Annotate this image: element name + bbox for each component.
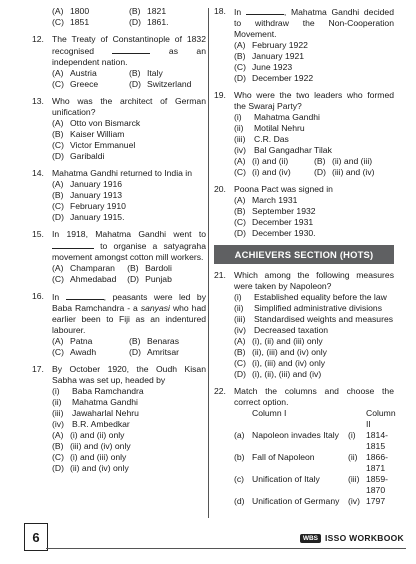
statement: (iii) C.R. Das <box>234 134 289 144</box>
statement: (iii) Standardised weights and measures <box>234 314 394 324</box>
answer-blank <box>246 6 284 15</box>
footer-rule <box>46 548 406 549</box>
option[interactable]: (B) January 1913 <box>52 190 123 200</box>
option[interactable]: (B) (ii) and (iii) <box>314 156 373 166</box>
answer-blank <box>52 240 94 249</box>
statement: (iv) Bal Gangadhar Tilak <box>234 145 332 155</box>
question-22: 22. Match the columns and choose the correct option. Column I Column II (a) Napoleon invades Italy (i) 1814-1815 (b) Fall of Napoleon (ii) 1866-1871 (c) Unification of Italy (iii) 1859-1870 (d) Unification of Germany (iv) 1797 <box>214 386 396 506</box>
option[interactable]: (B) Italy <box>129 68 163 78</box>
statement: (iii) Jawaharlal Nehru <box>52 408 139 418</box>
brand <box>300 533 404 543</box>
question-12: 12. The Treaty of Constantinople of 1832 recognised as an independent nation. (A) Austria (B) Italy (C) Greece (D) Switzerland <box>32 34 206 89</box>
option[interactable]: (C) 1851 <box>52 17 90 27</box>
match-row: (d) Unification of Germany (iv) 1797 <box>234 496 386 506</box>
option[interactable]: (D) January 1915. <box>52 212 125 222</box>
option[interactable]: (A) March 1931 <box>234 195 298 205</box>
option[interactable]: (C) Victor Emmanuel <box>52 140 136 150</box>
option[interactable]: (D) (ii) and (iv) only <box>52 463 129 473</box>
option[interactable]: (B) Bardoli <box>127 263 172 273</box>
question-15: 15. In 1918, Mahatma Gandhi went to to organise a satyagraha movement amongst cotton mill workers. (A) Champaran (B) Bardoli (C) Ahmedabad (D) Punjab <box>32 229 206 284</box>
question-13: 13. Who was the architect of German unification? (A) Otto von Bismarck (B) Kaiser William (C) Victor Emmanuel (D) Garibaldi <box>32 96 206 161</box>
question-17: 17. By October 1920, the Oudh Kisan Sabha was set up, headed by (i) Baba Ramchandra (ii) Mahatma Gandhi (iii) Jawaharlal Nehru (iv) B.R. Ambedkar (A) (i) and (ii) only (B) (iii) and (iv) only (C) (i) and (iii) only (D) (ii) and (iv) only <box>32 364 206 473</box>
option[interactable]: (D) Switzerland <box>129 79 192 89</box>
statement: (iv) Decreased taxation <box>234 325 329 335</box>
option[interactable]: (D) Punjab <box>127 274 172 284</box>
question-text: Match the columns and choose the correct option. <box>234 386 394 407</box>
page-number: 6 <box>24 523 48 551</box>
statement: (i) Established equality before the law <box>234 292 387 302</box>
option[interactable]: (C) (i), (iii) and (iv) only <box>234 358 326 368</box>
option[interactable]: (D) Amritsar <box>129 347 179 357</box>
option[interactable]: (D) December 1922 <box>234 73 314 83</box>
statement: (iv) B.R. Ambedkar <box>52 419 130 429</box>
question-19: 19. Who were the two leaders who formed the Swaraj Party? (i) Mahatma Gandhi (ii) Motilal Nehru (iii) C.R. Das (iv) Bal Gangadhar Tilak (A) (i) and (ii) (B) (ii) and (iii) (C) (i) and (iv) (D) (iii) and (iv) <box>214 90 394 177</box>
option[interactable]: (D) Garibaldi <box>52 151 105 161</box>
option[interactable]: (B) January 1921 <box>234 51 305 61</box>
question-text: In , peasants were led by Baba Ramchandra - a sanyasi who had earlier been to Fiji as an indentured labourer. <box>52 292 207 335</box>
left-column <box>32 6 206 480</box>
question-16: 16. In , peasants were led by Baba Ramchandra - a sanyasi who had earlier been to Fiji as an indentured labourer. (A) Patna (B) Benaras (C) Awadh (D) Amritsar <box>32 291 207 357</box>
option[interactable]: (C) Greece <box>52 79 99 89</box>
option[interactable]: (D) 1861. <box>129 17 169 27</box>
question-text: Mahatma Gandhi returned to India in <box>52 168 192 178</box>
question-text: Who was the architect of German unification? <box>52 96 206 117</box>
question-text: Who were the two leaders who formed the Swaraj Party? <box>234 90 394 111</box>
option[interactable]: (B) (ii), (iii) and (iv) only <box>234 347 327 357</box>
question-text: The Treaty of Constantinople of 1832 recognised as an independent nation. <box>52 34 206 67</box>
brand-title: ISSO WORKBOOK <box>325 533 404 543</box>
option[interactable]: (C) June 1923 <box>234 62 293 72</box>
option[interactable]: (C) February 1910 <box>52 201 126 211</box>
question-text: Poona Pact was signed in <box>234 184 333 194</box>
right-column <box>214 6 394 513</box>
question-20: 20. Poona Pact was signed in (A) March 1931 (B) September 1932 (C) December 1931 (D) December 1930. <box>214 184 394 239</box>
option[interactable]: (B) September 1932 <box>234 206 316 216</box>
match-row: (c) Unification of Italy (iii) 1859-1870 <box>234 474 388 495</box>
option[interactable]: (B) (iii) and (iv) only <box>52 441 131 451</box>
statement: (i) Mahatma Gandhi <box>234 112 320 122</box>
section-heading: ACHIEVERS SECTION (HOTS) <box>214 245 394 264</box>
option[interactable]: (D) December 1930. <box>234 228 316 238</box>
statement: (ii) Simplified administrative divisions <box>234 303 382 313</box>
answer-blank <box>112 45 150 54</box>
answer-blank <box>66 291 104 300</box>
match-row: (b) Fall of Napoleon (ii) 1866-1871 <box>234 452 388 473</box>
question-21: 21. Which among the following measures were taken by Napoleon? (i) Established equality before the law (ii) Simplified administrative divisions (iii) Standardised weights and measures (iv) Decreased taxation (A) (i), (ii) and (iii) only (B) (ii), (iii) and (iv) only (C) (i), (iii) and (iv) only (D) (i), (ii), (iii) and (iv) <box>214 270 394 379</box>
page-footer <box>0 519 416 553</box>
question-text: In , Mahatma Gandhi decided to withdraw the Non-Cooperation Movement. <box>234 7 394 39</box>
option[interactable]: (C) December 1931 <box>234 217 314 227</box>
option[interactable]: (D) (i), (ii), (iii) and (iv) <box>234 369 322 379</box>
match-header: Column I Column II <box>252 408 396 429</box>
question-text: Which among the following measures were taken by Napoleon? <box>234 270 394 291</box>
question-18: 18. In , Mahatma Gandhi decided to withdraw the Non-Cooperation Movement. (A) February 1922 (B) January 1921 (C) June 1923 (D) December 1922 <box>214 6 394 83</box>
brand-logo-icon: WBS <box>300 534 321 543</box>
option[interactable]: (A) (i), (ii) and (iii) only <box>234 336 323 346</box>
column-divider <box>208 8 209 518</box>
option[interactable]: (A) Austria <box>52 68 97 78</box>
option[interactable]: (A) 1800 <box>52 6 90 16</box>
option[interactable]: (C) (i) and (iv) <box>234 167 291 177</box>
option[interactable]: (B) Benaras <box>129 336 180 346</box>
question-11-options <box>32 6 206 28</box>
statement: (ii) Motilal Nehru <box>234 123 305 133</box>
option[interactable]: (A) January 1916 <box>52 179 123 189</box>
question-14: 14. Mahatma Gandhi returned to India in (A) January 1916 (B) January 1913 (C) February 1910 (D) January 1915. <box>32 168 206 223</box>
option[interactable]: (C) (i) and (iii) only <box>52 452 127 462</box>
option[interactable]: (B) 1821 <box>129 6 167 16</box>
match-row: (a) Napoleon invades Italy (i) 1814-1815 <box>234 430 388 451</box>
statement: (i) Baba Ramchandra <box>52 386 144 396</box>
option[interactable]: (A) Patna <box>52 336 93 346</box>
option[interactable]: (B) Kaiser William <box>52 129 125 139</box>
option[interactable]: (A) (i) and (ii) <box>234 156 289 166</box>
question-text: By October 1920, the Oudh Kisan Sabha was set up, headed by <box>52 364 206 385</box>
option[interactable]: (C) Ahmedabad <box>52 274 117 284</box>
option[interactable]: (A) Otto von Bismarck <box>52 118 141 128</box>
option[interactable]: (C) Awadh <box>52 347 97 357</box>
statement: (ii) Mahatma Gandhi <box>52 397 138 407</box>
option[interactable]: (A) Champaran <box>52 263 115 273</box>
question-text: In 1918, Mahatma Gandhi went to to organise a satyagraha movement amongst cotton mill workers. <box>52 229 206 262</box>
match-table <box>214 408 394 507</box>
option[interactable]: (D) (iii) and (iv) <box>314 167 375 177</box>
option[interactable]: (A) (i) and (ii) only <box>52 430 125 440</box>
option[interactable]: (A) February 1922 <box>234 40 308 50</box>
